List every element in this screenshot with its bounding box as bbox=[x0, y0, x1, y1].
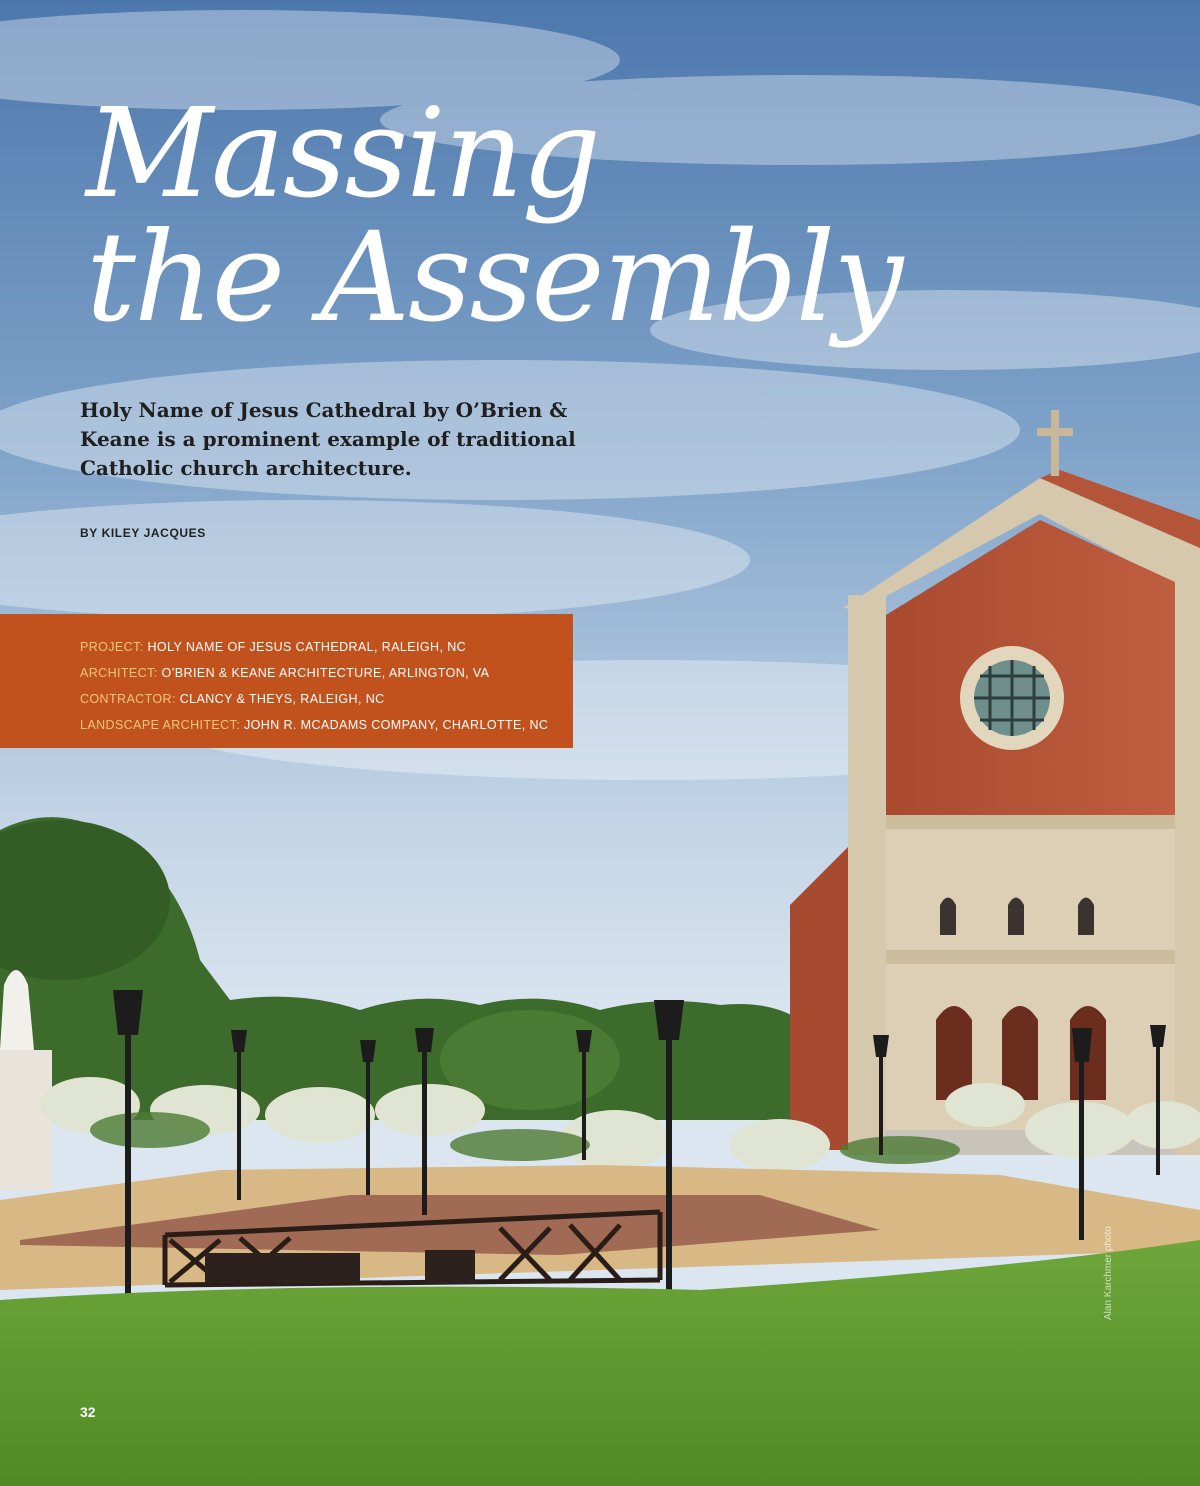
architect-value: O’BRIEN & KEANE ARCHITECTURE, ARLINGTON, VA bbox=[161, 666, 490, 680]
landscape-architect-info-row bbox=[80, 712, 573, 738]
photo-credit: Alan Karchmer photo bbox=[1103, 1226, 1114, 1320]
byline: BY KILEY JACQUES bbox=[80, 526, 206, 540]
contractor-info-row bbox=[80, 686, 573, 712]
title-line-1: Massing bbox=[86, 82, 600, 226]
project-info-row bbox=[80, 634, 573, 660]
tower-right bbox=[1175, 555, 1200, 1155]
title-line-2: the Assembly bbox=[86, 206, 902, 350]
tree-line bbox=[0, 817, 800, 1120]
architect-label: ARCHITECT: bbox=[80, 666, 158, 680]
landscape-architect-label: LANDSCAPE ARCHITECT: bbox=[80, 718, 241, 732]
contractor-label: CONTRACTOR: bbox=[80, 692, 176, 706]
side-wing bbox=[790, 845, 850, 1150]
page-number: 32 bbox=[80, 1404, 96, 1420]
contractor-value: CLANCY & THEYS, RALEIGH, NC bbox=[179, 692, 385, 706]
cross bbox=[1037, 410, 1073, 476]
landscape-architect-value: JOHN R. MCADAMS COMPANY, CHARLOTTE, NC bbox=[244, 718, 549, 732]
article-title bbox=[86, 82, 902, 350]
project-label: PROJECT: bbox=[80, 640, 144, 654]
project-info-box bbox=[0, 614, 573, 748]
article-dek: Holy Name of Jesus Cathedral by O’Brien & Keane is a prominent example of traditional Catholic church architecture. bbox=[80, 398, 576, 480]
project-value: HOLY NAME OF JESUS CATHEDRAL, RALEIGH, NC bbox=[147, 640, 467, 654]
stone-facade bbox=[886, 815, 1175, 1155]
architect-info-row bbox=[80, 660, 573, 686]
benches bbox=[205, 1250, 475, 1284]
